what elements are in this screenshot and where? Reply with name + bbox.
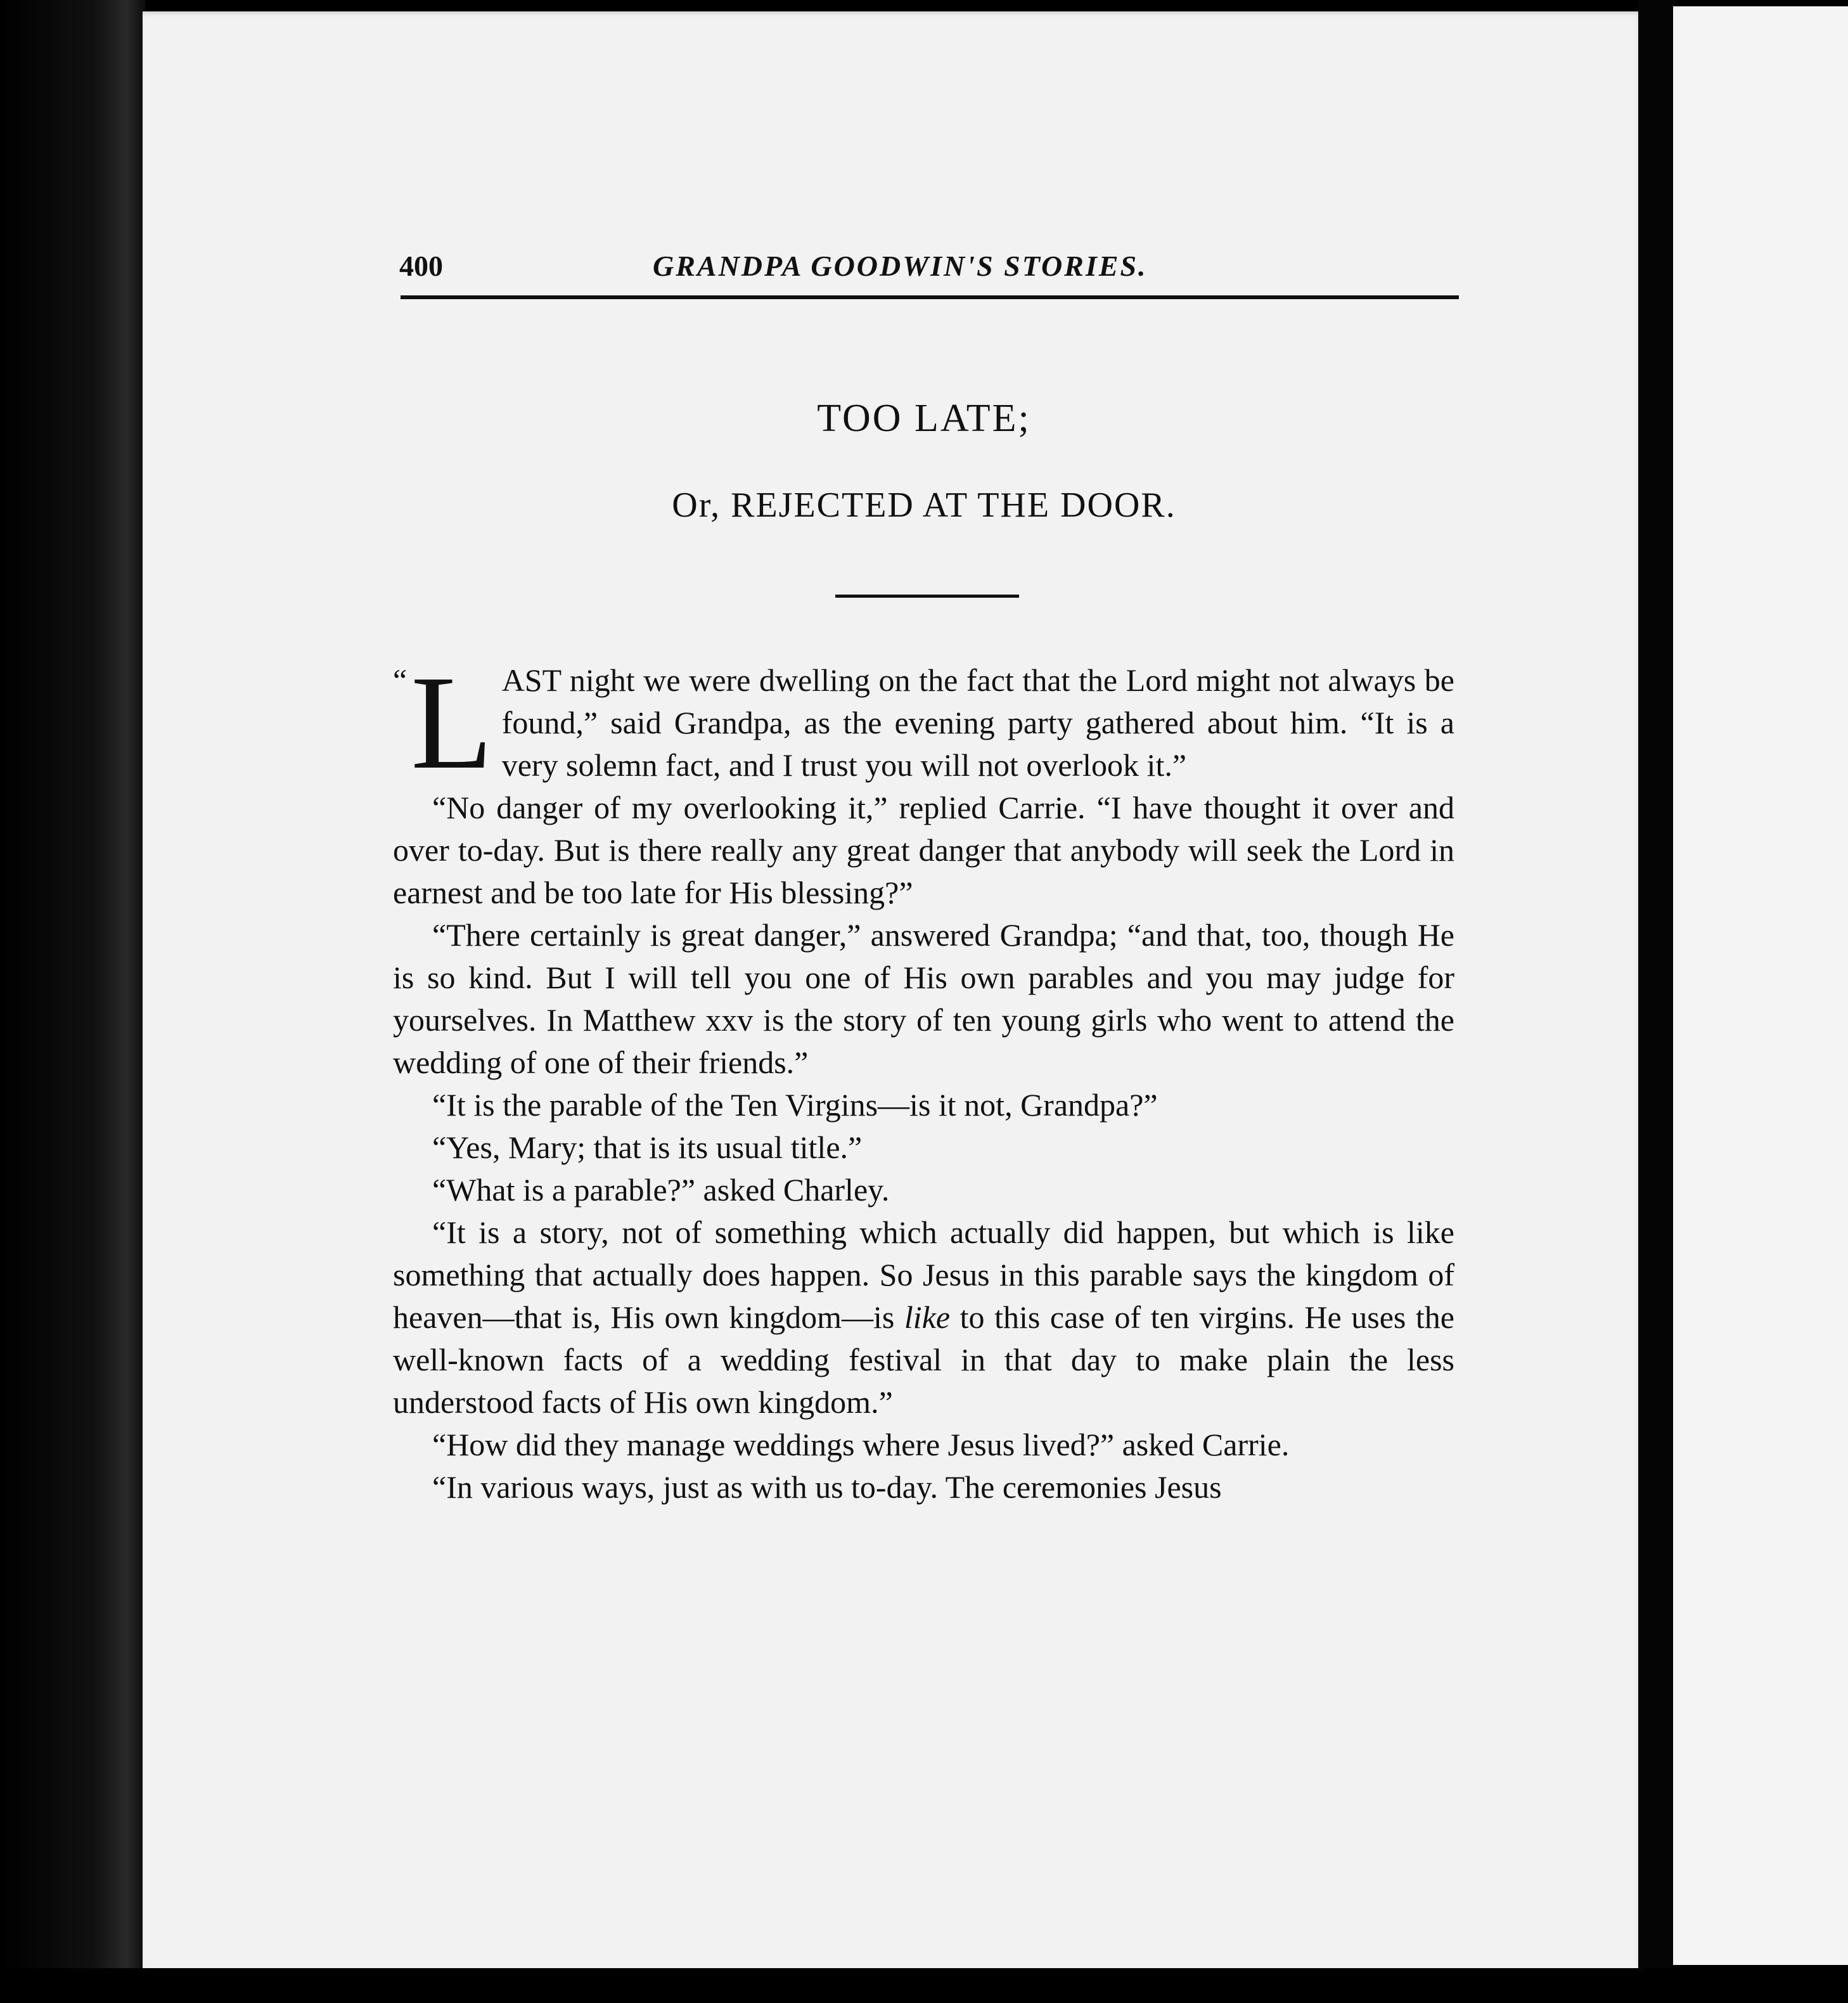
drop-cap: L	[411, 648, 493, 797]
paragraph	[393, 1211, 1454, 1424]
body-text	[393, 648, 1454, 1509]
paragraph: “There certainly is great danger,” answered Grandpa; “and that, too, though He is so kind. But I will tell you one of His own parables and you may judge for yourselves. In Matthew xxv is the story of ten young girls who went to attend the wedding of one of their friends.”	[393, 917, 1454, 1080]
paragraph-text: to this case of ten virgins. He uses the well-known facts of a wedding festival in that day to make plain the less understood facts of His own kingdom.”	[393, 1299, 1454, 1420]
page-gutter	[1638, 0, 1676, 2003]
scan-border	[0, 1968, 1848, 2003]
chapter-subtitle: Or, REJECTED AT THE DOOR.	[672, 486, 1176, 525]
header-rule	[401, 295, 1459, 299]
book-edge	[0, 0, 146, 2003]
paragraph-text: “It is a story, not of something which actually did happen, but which is like something that actually does happen. So Jesus in this parable says the kingdom of heaven—that is, His own kingdom—is	[393, 1214, 1454, 1335]
page-header	[399, 244, 1464, 295]
paragraph	[393, 648, 1454, 797]
paragraph: “In various ways, just as with us to-day. The ceremonies Jesus	[432, 1469, 1222, 1505]
emphasis-text: like	[904, 1299, 951, 1335]
opening-quote: “	[393, 662, 407, 698]
page-number: 400	[399, 250, 443, 282]
title-rule	[835, 595, 1019, 598]
paragraph: “No danger of my overlooking it,” replied Carrie. “I have thought it over and over to-day. But is there really any great danger that anybody will seek the Lord in earnest and be too late for His blessing?”	[393, 790, 1454, 910]
paragraph: “What is a parable?” asked Charley.	[432, 1172, 890, 1208]
paragraph: “It is the parable of the Ten Virgins—is it not, Grandpa?”	[432, 1087, 1158, 1123]
paragraph: “Yes, Mary; that is its usual title.”	[432, 1130, 863, 1165]
lead-word: AST	[501, 662, 561, 698]
paragraph: “How did they manage weddings where Jesus lived?” asked Carrie.	[432, 1427, 1290, 1462]
chapter-title: TOO LATE;	[817, 397, 1031, 440]
running-head: GRANDPA GOODWIN'S STORIES.	[653, 250, 1148, 282]
facing-page-edge	[1673, 6, 1848, 1965]
paragraph-text: night we were dwelling on the fact that the Lord might not always be found,” said Grandpa, as the evening party gathered about him. “It is a very solemn fact, and I trust you will not overlook it.”	[501, 662, 1454, 783]
